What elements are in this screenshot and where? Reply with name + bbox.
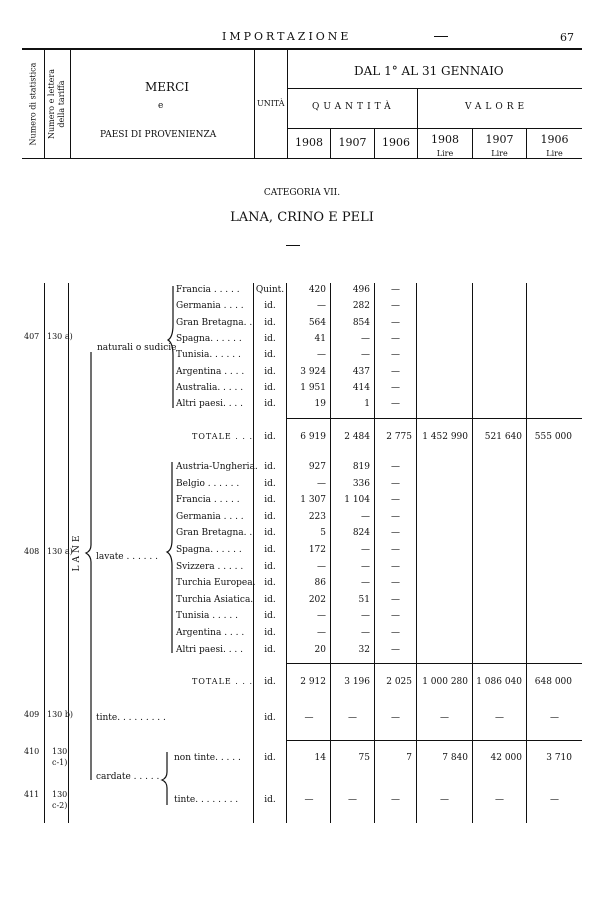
country-name: Gran Bretagna. . (176, 528, 253, 539)
country-name: Tunisia. . . . . . (176, 350, 241, 361)
brace-lane (86, 352, 91, 780)
country-name: Germania . . . . (176, 301, 244, 312)
country-name: Argentina . . . . (176, 366, 245, 377)
q1907-410: 75 (358, 753, 370, 763)
qty-1906-cell: — (391, 495, 400, 506)
year-q-1907: 1907 (338, 136, 367, 149)
country-name: Belgio . . . . . . (176, 478, 240, 489)
desc-409: tinte. . . . . . . . . (96, 713, 166, 723)
qty-1907-cell: 1 (364, 399, 370, 410)
country-name: Turchia Asiatica. (176, 594, 254, 605)
country-name: Argentina . . . . (176, 628, 245, 638)
unit-409: id. (264, 713, 276, 723)
qty-1908-cell: 202 (308, 594, 326, 605)
tariff-410-a: 130 (52, 747, 68, 756)
unit-cell: Quint. (255, 285, 285, 295)
desc-411: tinte. . . . . . . . (174, 795, 239, 805)
v1907-410: 42 000 (490, 753, 522, 763)
unit-cell: id. (264, 350, 276, 361)
unit-cell: id. (264, 301, 276, 312)
header-e: e (158, 101, 164, 111)
v1907-411: — (495, 795, 504, 805)
unit-cell: id. (264, 511, 276, 522)
qty-1907-cell: 819 (352, 462, 370, 472)
qty-1908-cell: 564 (308, 317, 326, 328)
qty-1908-cell: 1 951 (300, 382, 326, 393)
unit-cell: id. (264, 399, 276, 410)
qty-1907-cell: 437 (352, 366, 370, 377)
qty-1907-cell: — (361, 333, 370, 344)
qty-1906-cell: — (391, 285, 400, 295)
qty-1906-cell: — (391, 545, 400, 555)
year-q-1906: 1906 (382, 136, 410, 149)
v1906-411: — (550, 795, 559, 805)
unit-411: id. (264, 795, 276, 805)
q1908-410: 14 (314, 753, 326, 763)
header-num-stat: Numero di statistica (28, 62, 38, 146)
unit-cell: id. (264, 628, 276, 638)
header-merci: MERCI (145, 80, 190, 94)
qty-1906-cell: — (391, 644, 400, 655)
desc-cardate: cardate . . . . . (96, 772, 160, 782)
lane-label: LANE (72, 532, 82, 572)
country-name: Spagna. . . . . . (176, 333, 242, 344)
qty-1907-cell: 824 (352, 528, 370, 539)
qty-1908-cell: 223 (308, 511, 326, 522)
qty-1908-cell: — (317, 350, 326, 361)
qty-1906-cell: — (391, 399, 400, 410)
qty-1906-cell: — (391, 333, 400, 344)
stat-num-408: 408 (24, 547, 40, 556)
total-unit-408: id. (264, 677, 276, 687)
v1908-409: — (440, 713, 449, 723)
total-label-407: TOTALE . . . (192, 432, 253, 441)
q1908-411: — (304, 795, 314, 805)
desc-407: naturali o sudicie (97, 343, 177, 353)
qty-1907-cell: 414 (352, 382, 370, 393)
running-title: IMPORTAZIONE (222, 30, 352, 43)
lire-label: Lire (436, 149, 454, 158)
qty-1908-cell: 20 (314, 644, 326, 655)
country-name: Spagna. . . . . . (176, 545, 242, 555)
qty-1907-cell: — (361, 545, 370, 555)
tariff-408: 130 a) (47, 547, 73, 556)
total-q1906-408: 2 025 (386, 677, 412, 687)
total-v1908-407: 1 452 990 (422, 432, 468, 442)
page-number: 67 (560, 31, 574, 44)
qty-1906-cell: — (391, 628, 400, 638)
unit-cell: id. (264, 382, 276, 393)
stat-num-409: 409 (24, 710, 40, 719)
total-v1906-408: 648 000 (534, 677, 572, 687)
country-name: Altri paesi. . . . (176, 644, 244, 655)
qty-1908-cell: — (317, 561, 326, 572)
total-q1908-407: 6 919 (300, 432, 326, 442)
unit-410: id. (264, 753, 276, 763)
unit-cell: id. (264, 611, 276, 622)
qty-1907-cell: 854 (352, 317, 370, 328)
unit-cell: id. (264, 462, 276, 472)
qty-1908-cell: — (317, 611, 326, 622)
tariff-409: 130 b) (47, 710, 74, 719)
qty-1907-cell: — (361, 350, 370, 361)
tariff-411-b: c-2) (52, 801, 68, 810)
unit-cell: id. (264, 545, 276, 555)
year-v-1907: 1907 (485, 133, 514, 146)
header-valore: VALORE (465, 102, 529, 112)
country-name: Tunisia . . . . . (176, 611, 238, 622)
total-v1907-408: 1 086 040 (476, 677, 522, 687)
q1906-410: 7 (406, 753, 412, 763)
q1906-409: — (391, 713, 400, 723)
v1906-410: 3 710 (546, 753, 572, 763)
qty-1908-cell: 86 (314, 578, 326, 589)
unit-cell: id. (264, 333, 276, 344)
stat-num-407: 407 (24, 332, 40, 341)
unit-cell: id. (264, 528, 276, 539)
total-unit-407: id. (264, 432, 276, 442)
qty-1907-cell: — (361, 578, 370, 589)
qty-1908-cell: 41 (314, 333, 326, 344)
v1907-409: — (495, 713, 504, 723)
qty-1907-cell: 282 (352, 301, 370, 312)
qty-1908-cell: 3 924 (300, 366, 326, 377)
total-v1908-408: 1 000 280 (422, 677, 468, 687)
qty-1908-cell: — (317, 478, 326, 489)
total-v1907-407: 521 640 (484, 432, 522, 442)
q1908-409: — (304, 713, 314, 723)
header-period: DAL 1° AL 31 GENNAIO (354, 64, 504, 78)
unit-cell: id. (264, 561, 276, 572)
category-label: CATEGORIA VII. (263, 188, 341, 198)
qty-1907-cell: — (361, 561, 370, 572)
qty-1906-cell: — (391, 301, 400, 312)
brace-408 (167, 462, 172, 653)
unit-cell: id. (264, 366, 276, 377)
qty-1907-cell: 496 (352, 285, 370, 295)
qty-1907-cell: 32 (358, 644, 370, 655)
tariff-407: 130 a) (47, 332, 73, 341)
country-name: Altri paesi. . . . (176, 399, 244, 410)
qty-1906-cell: — (391, 611, 400, 622)
lire-label: Lire (491, 149, 508, 158)
stat-num-410: 410 (24, 747, 40, 756)
qty-1906-cell: — (391, 317, 400, 328)
year-v-1908: 1908 (431, 133, 459, 146)
header-unita: UNITÀ (257, 99, 285, 108)
brace-cardate (162, 752, 167, 805)
v1906-409: — (550, 713, 559, 723)
category-title: LANA, CRINO E PELI (230, 210, 374, 225)
year-v-1906: 1906 (540, 133, 569, 146)
q1907-409: — (348, 713, 357, 723)
lire-label: Lire (546, 149, 563, 158)
desc-410: non tinte. . . . . (174, 753, 241, 763)
qty-1908-cell: 1 307 (300, 495, 326, 506)
qty-1908-cell: 19 (314, 399, 326, 410)
country-name: Francia . . . . . (176, 495, 240, 506)
country-name: Gran Bretagna. . (176, 317, 253, 328)
qty-1906-cell: — (391, 478, 400, 489)
qty-1908-cell: 172 (308, 545, 326, 555)
total-label-408: TOTALE . . . (192, 677, 253, 686)
total-v1906-407: 555 000 (534, 432, 572, 442)
qty-1908-cell: 927 (308, 462, 326, 472)
country-name: Svizzera . . . . . (176, 561, 244, 572)
tariff-410-b: c-1) (52, 758, 68, 767)
qty-1907-cell: — (361, 611, 370, 622)
qty-1908-cell: 420 (308, 285, 326, 295)
stat-num-411: 411 (24, 790, 40, 799)
qty-1907-cell: 1 104 (344, 495, 370, 506)
qty-1906-cell: — (391, 594, 400, 605)
qty-1907-cell: 336 (352, 478, 370, 489)
qty-1907-cell: 51 (358, 594, 370, 605)
header-quantita: QUANTITÀ (312, 102, 395, 112)
total-q1907-408: 3 196 (344, 677, 370, 687)
year-q-1908: 1908 (295, 136, 323, 149)
desc-408: lavate . . . . . . (96, 552, 158, 562)
qty-1908-cell: 5 (320, 528, 326, 539)
header-paesi: PAESI DI PROVENIENZA (100, 130, 217, 140)
country-name: Austria-Ungheria. (176, 462, 258, 472)
qty-1906-cell: — (391, 561, 400, 572)
total-q1906-407: 2 775 (386, 432, 412, 442)
total-q1908-408: 2 912 (300, 677, 326, 687)
qty-1907-cell: — (361, 628, 370, 638)
country-name: Australia. . . . . (176, 382, 244, 393)
v1908-411: — (440, 795, 449, 805)
country-name: Turchia Europea. (176, 578, 256, 589)
unit-cell: id. (264, 594, 276, 605)
v1908-410: 7 840 (442, 753, 468, 763)
header-num-tariffa: Numero e lettera della tariffa (47, 69, 66, 139)
qty-1906-cell: — (391, 528, 400, 539)
q1906-411: — (391, 795, 400, 805)
qty-1906-cell: — (391, 462, 400, 472)
q1907-411: — (348, 795, 357, 805)
qty-1906-cell: — (391, 578, 400, 589)
qty-1906-cell: — (391, 382, 400, 393)
qty-1907-cell: — (361, 511, 370, 522)
tariff-411-a: 130 (52, 790, 68, 799)
qty-1908-cell: — (317, 628, 326, 638)
country-name: Germania . . . . (176, 511, 244, 522)
unit-cell: id. (264, 644, 276, 655)
total-q1907-407: 2 484 (344, 432, 370, 442)
qty-1906-cell: — (391, 511, 400, 522)
unit-cell: id. (264, 478, 276, 489)
qty-1906-cell: — (391, 350, 400, 361)
unit-cell: id. (264, 578, 276, 589)
qty-1908-cell: — (317, 301, 326, 312)
unit-cell: id. (264, 495, 276, 506)
country-name: Francia . . . . . (176, 285, 240, 295)
qty-1906-cell: — (391, 366, 400, 377)
unit-cell: id. (264, 317, 276, 328)
